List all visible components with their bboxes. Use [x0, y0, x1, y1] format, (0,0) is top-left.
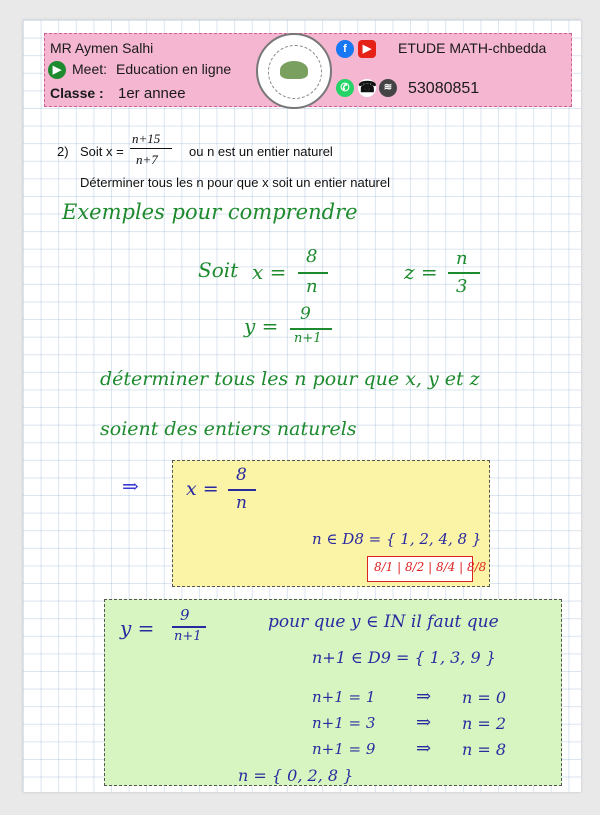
- z-numerator: n: [456, 248, 468, 269]
- phone-icon: ☎: [358, 79, 377, 96]
- example-heading: Exemples pour comprendre: [62, 200, 358, 224]
- x-numerator: 8: [306, 246, 318, 267]
- box-x-denominator: n: [236, 493, 247, 513]
- box-y-fraction-bar: [172, 626, 206, 628]
- problem-denominator: n+7: [136, 152, 158, 167]
- whatsapp-icon: ✆: [336, 79, 354, 97]
- fraction-strip: [367, 556, 487, 582]
- box-x-numerator: 8: [236, 465, 247, 485]
- case-row-3-result: n = 8: [462, 740, 507, 759]
- case-row-3-eq: n+1 = 9: [312, 740, 376, 758]
- problem-numerator: n+15: [132, 131, 161, 146]
- channel-name: ETUDE MATH-chbedda: [398, 40, 547, 56]
- y-numerator: 9: [300, 304, 311, 324]
- z-fraction-bar: [448, 272, 480, 274]
- box-y-denominator: n+1: [174, 629, 202, 644]
- problem-condition: ou n est un entier naturel: [189, 144, 333, 159]
- note-soit: Soit: [198, 258, 239, 282]
- y-lhs: y =: [244, 314, 279, 338]
- meet-label: Meet:: [72, 61, 108, 77]
- box-x-lhs: x =: [186, 478, 219, 500]
- x-lhs: x =: [252, 260, 287, 284]
- youtube-icon: ▶: [358, 40, 376, 58]
- teacher-name: MR Aymen Salhi: [50, 40, 154, 56]
- box-x-fraction-bar: [228, 489, 256, 491]
- y-denominator: n+1: [294, 331, 322, 346]
- fraction-strip-text: 8/1 | 8/2 | 8/4 | 8/8: [374, 560, 487, 574]
- condition-note: pour que y ∈ IN il faut que: [268, 612, 499, 632]
- case-row-1-arrow: ⇒: [416, 686, 432, 707]
- problem-task: Déterminer tous les n pour que x soit un entier naturel: [80, 175, 391, 190]
- x-fraction-bar: [298, 272, 328, 274]
- problem-number: 2): [57, 144, 69, 159]
- case-row-1-result: n = 0: [462, 688, 507, 707]
- classe-value: 1er annee: [118, 85, 186, 102]
- y-fraction-bar: [290, 328, 332, 330]
- phone-number: 53080851: [408, 80, 480, 97]
- problem-soit: Soit x =: [80, 144, 124, 159]
- school-logo: [256, 33, 332, 109]
- case-row-3-arrow: ⇒: [416, 738, 432, 759]
- facebook-icon: f: [336, 40, 354, 58]
- box-y-lhs: y =: [120, 616, 155, 640]
- implies-arrow: ⇒: [122, 474, 139, 498]
- x-denominator: n: [306, 276, 318, 297]
- final-answer: n = { 0, 2, 8 }: [238, 766, 354, 785]
- fraction-bar: [130, 148, 172, 149]
- case-row-2-eq: n+1 = 3: [312, 714, 376, 732]
- divisors-of-8: n ∈ D8 = { 1, 2, 4, 8 }: [312, 530, 482, 548]
- z-lhs: z =: [404, 260, 438, 284]
- box-y-numerator: 9: [180, 606, 190, 624]
- video-camera-icon: ▶: [48, 61, 66, 79]
- case-row-2-result: n = 2: [462, 714, 507, 733]
- meet-value: Education en ligne: [116, 61, 232, 77]
- tree-icon: [280, 61, 308, 79]
- case-row-2-arrow: ⇒: [416, 712, 432, 733]
- divisors-of-9: n+1 ∈ D9 = { 1, 3, 9 }: [312, 648, 496, 667]
- determine-line: déterminer tous les n pour que x, y et z: [100, 368, 480, 390]
- natural-line: soient des entiers naturels: [100, 418, 357, 440]
- classe-label: Classe :: [50, 85, 104, 101]
- case-row-1-eq: n+1 = 1: [312, 688, 376, 706]
- z-denominator: 3: [456, 276, 468, 297]
- rss-icon: ≋: [379, 79, 397, 97]
